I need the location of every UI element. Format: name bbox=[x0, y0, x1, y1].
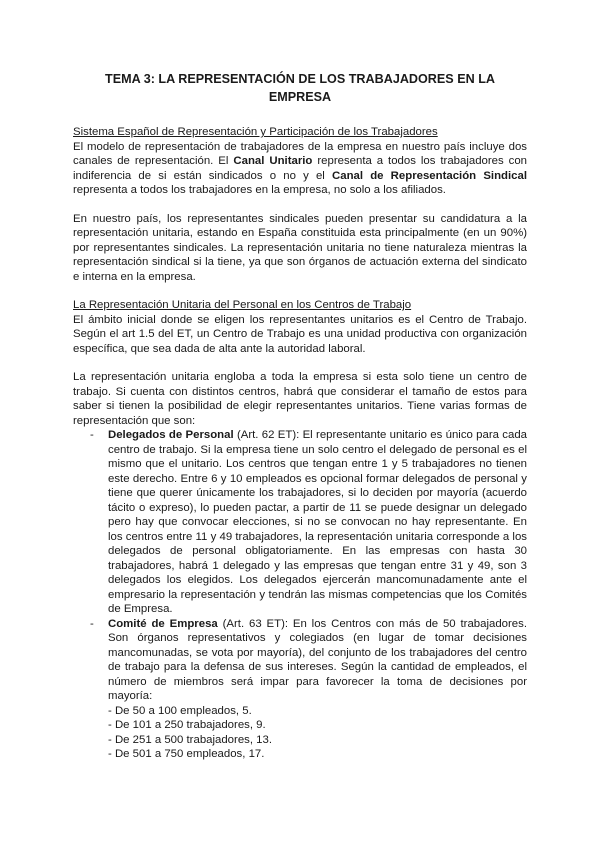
paragraph-gap bbox=[73, 356, 527, 370]
range-item: - De 101 a 250 trabajadores, 9. bbox=[108, 719, 266, 731]
paragraph-text: El modelo de representación de trabajadores de la empresa en nuestro país incluye dos canales de representación. El bbox=[73, 140, 527, 167]
page-title: TEMA 3: LA REPRESENTACIÓN DE LOS TRABAJADORES EN LA EMPRESA bbox=[105, 72, 495, 104]
range-item: - De 251 a 500 trabajadores, 13. bbox=[108, 733, 273, 746]
list-dash: - bbox=[90, 617, 94, 630]
paragraph-canales bbox=[73, 140, 527, 198]
paragraph-text: representa a todos los trabajadores con indiferencia de si están sindicados o no y el bbox=[73, 155, 528, 182]
paragraph-gap bbox=[73, 284, 527, 298]
term-delegados-de-personal: Delegados de Personal bbox=[108, 429, 234, 441]
bold-term-canal-sindical: Canal de Representación Sindical bbox=[332, 169, 527, 182]
paragraph-gap bbox=[73, 198, 527, 212]
bold-term-canal-unitario: Canal Unitario bbox=[233, 155, 313, 167]
range-item: - De 50 a 100 empleados, 5. bbox=[108, 704, 252, 717]
definition-text: (Art. 62 ET): El representante unitario es único para cada centro de trabajo. Si la empresa tiene un solo centro el delegado de personal es el mismo que el unitario. Los centros que tengan entre 1 y 5 trabajadores no tienen este derecho. Entre 6 y 10 empleados es opcional formar delegados de personal y tiene que querer únicamente los trabajadores, si lo deciden por mayoría (acuerdo tácito o expreso), lo pueden pactar, a partir de 11 se puede designar un delegado pero hay que convocar elecciones, si no se convocan no hay representante. En los centros entre 11 y 49 trabajadores, la representación unitaria corresponde a los delegados de personal obligatoriamente. En las empresas con hasta 30 trabajadores, habrá 1 delegado y las empresas que tengan entre 31 y 49, son 3 delegados los elegidos. Los delegados ejercerán mancomunadamente ante el empresario la representación y tendrán las mismas competencias que los Comités de Empresa. bbox=[108, 429, 527, 615]
list-dash: - bbox=[90, 429, 94, 441]
paragraph-representantes-sindicales: En nuestro país, los representantes sindicales pueden presentar su candidatura a la representación unitaria, estando en España constituida esta principalmente (en un 90%) por representantes sindicales. La representación unitaria no tiene naturaleza mientras la representación sindical si la tiene, ya que son órganos de actuación externa del sindicato e interna en la empresa. bbox=[73, 212, 527, 283]
list-item-comite bbox=[73, 617, 527, 762]
section-heading-sistema: Sistema Español de Representación y Participación de los Trabajadores bbox=[73, 126, 438, 138]
paragraph-formas-representacion: La representación unitaria engloba a toda la empresa si esta solo tiene un centro de trabajo. Si cuenta con distintos centros, habrá que considerar el tamaño de estos para saber si tienen la posibilidad de elegir representantes unitarios. Tiene varias formas de representación que son: bbox=[73, 371, 527, 427]
term-comite-de-empresa: Comité de Empresa bbox=[108, 617, 218, 630]
committee-size-list bbox=[108, 704, 527, 762]
definition-text: (Art. 63 ET): En los Centros con más de 50 trabajadores. Son órganos representativos y colegiados (en lugar de tomar decisiones mancomunadas, se vota por mayoría), del conjunto de los trabajadores del centro de trabajo para la defensa de sus intereses. Según la cantidad de empleados, el número de miembros será impar para favorecer la toma de decisiones por mayoría: bbox=[108, 617, 527, 702]
range-item: - De 501 a 750 empleados, 17. bbox=[108, 748, 265, 760]
representation-forms-list bbox=[73, 428, 527, 762]
list-item-delegados bbox=[73, 428, 527, 617]
section-heading-representacion-unitaria: La Representación Unitaria del Personal en los Centros de Trabajo bbox=[73, 299, 412, 311]
paragraph-centro-trabajo: El ámbito inicial donde se eligen los representantes unitarios es el Centro de Trabajo. Según el art 1.5 del ET, un Centro de Trabajo es una unidad productiva con organización específica, que sea dada de alta ante la autoridad laboral. bbox=[73, 313, 527, 355]
paragraph-text: representa a todos los trabajadores en la empresa, no solo a los afiliados. bbox=[73, 184, 446, 196]
